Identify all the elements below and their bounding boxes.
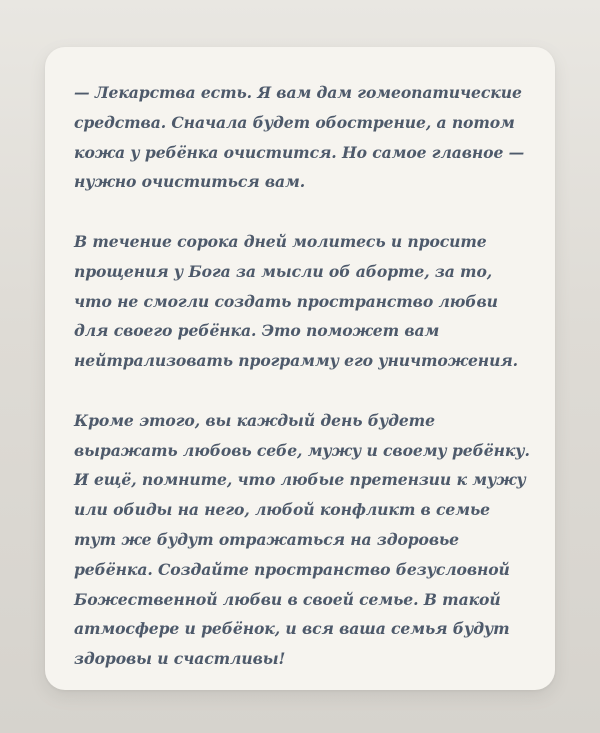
- text-line: — Лекарства есть. Я вам дам гомеопатические: [74, 83, 522, 102]
- text-line: ребёнка. Создайте пространство безусловной: [74, 559, 510, 579]
- text-line: В течение сорока дней молитесь и просите: [74, 231, 487, 251]
- text-line: прощения у Бога за мысли об аборте, за то,: [74, 261, 493, 281]
- text-line: нейтрализовать программу его уничтожения.: [74, 351, 518, 371]
- text-line: кожа у ребёнка очистится. Но самое главное —: [74, 142, 525, 162]
- paragraph-spacer: [74, 197, 533, 227]
- paragraph-1: [74, 78, 533, 197]
- text-line: средства. Сначала будет обострение, а потом: [74, 112, 515, 132]
- text-line: для своего ребёнка. Это поможет вам: [74, 321, 440, 341]
- text-line: или обиды на него, любой конфликт в семье: [74, 500, 490, 520]
- text-line: выражать любовь себе, мужу и своему ребёнку.: [74, 440, 530, 460]
- text-line: Кроме этого, вы каждый день будете: [74, 410, 435, 430]
- text-line: тут же будут отражаться на здоровье: [74, 529, 459, 549]
- text-line: нужно очиститься вам.: [74, 172, 306, 192]
- text-line: Божественной любви в своей семье. В такой: [74, 589, 501, 609]
- text-line: атмосфере и ребёнок, и вся ваша семья будут: [74, 619, 510, 639]
- paragraph-spacer: [74, 376, 533, 406]
- paragraph-3: [74, 406, 533, 674]
- paragraph-2: [74, 227, 533, 376]
- text-line: здоровы и счастливы!: [74, 649, 286, 669]
- text-line: что не смогли создать пространство любви: [74, 291, 498, 311]
- text-card: [45, 47, 555, 690]
- text-line: И ещё, помните, что любые претензии к мужу: [74, 470, 526, 490]
